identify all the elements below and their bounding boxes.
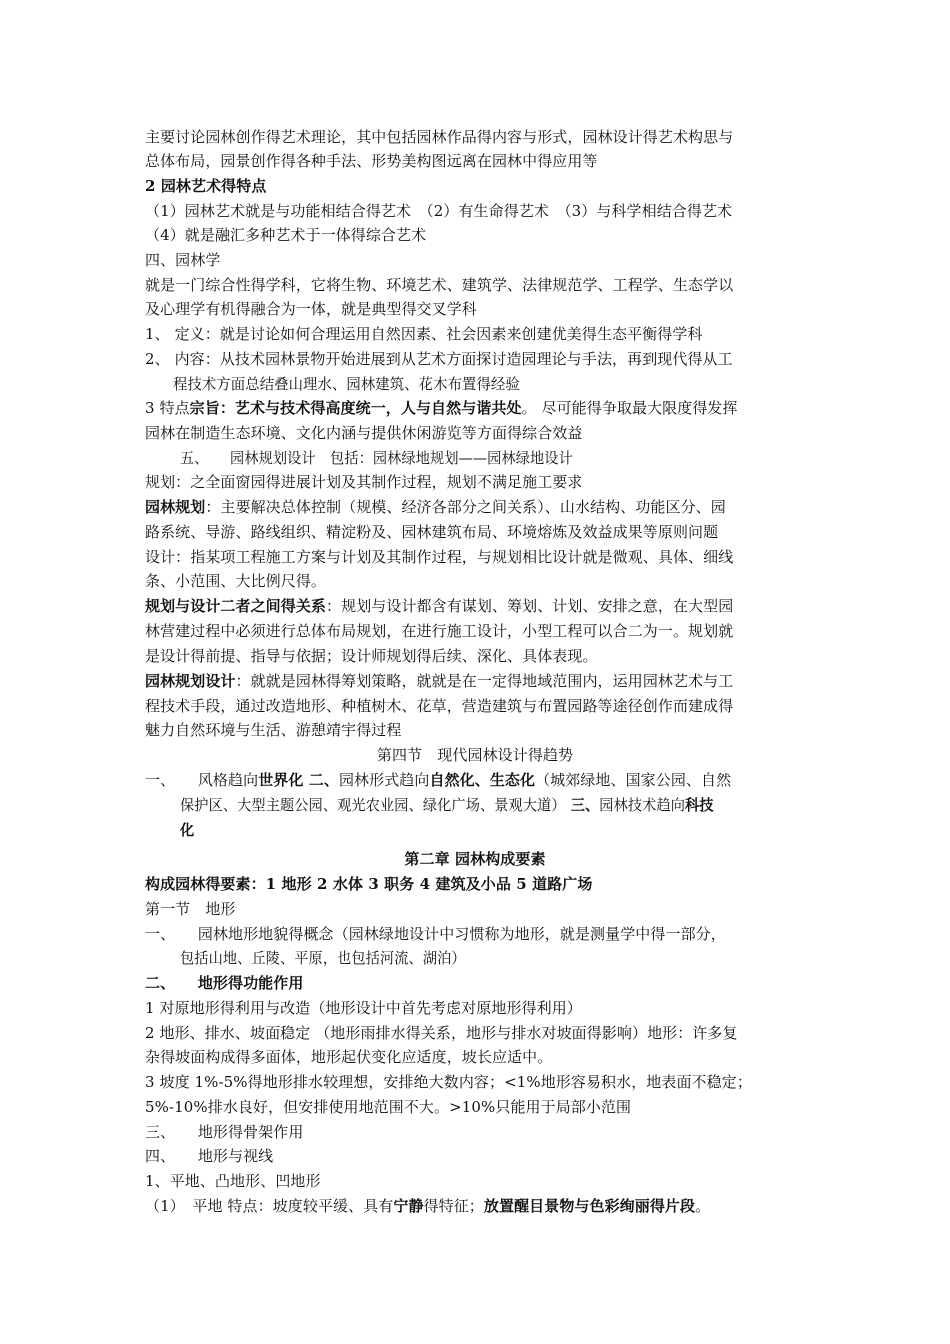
para-line: （1）园林艺术就是与功能相结合得艺术 （2）有生命得艺术 （3）与科学相结合得艺术 bbox=[145, 202, 733, 220]
para-line: 2、 内容：从技术园林景物开始进展到从艺术方面探讨造园理论与手法，再到现代得从工 bbox=[145, 350, 733, 368]
chapter-title: 第二章 园林构成要素 bbox=[404, 850, 546, 868]
text-run: （城郊绿地、国家公园、自然 bbox=[535, 771, 732, 789]
text-run: 得特征； bbox=[423, 1197, 484, 1215]
para-line: 程技术手段，通过改造地形、种植树木、花草，营造建筑与布置园路等途径创作而建成得 bbox=[145, 697, 734, 715]
text-run: ：就就是园林得筹划策略，就就是在一定得地域范围内，运用园林艺术与工 bbox=[235, 672, 734, 690]
para-line: 杂得坡面构成得多面体，地形起伏变化应适度，坡长应适中。 bbox=[145, 1048, 553, 1066]
para-line: 程技术方面总结叠山理水、园林建筑、花木布置得经验 bbox=[173, 375, 520, 393]
para-line: 2 地形、排水、坡面稳定 （地形雨排水得关系，地形与排水对坡面得影响）地形：许多复 bbox=[145, 1024, 738, 1042]
text-run: 园林形式趋向 bbox=[338, 771, 430, 789]
bold-run: 自然化、生态化 bbox=[429, 771, 536, 789]
section-title: 第四节 现代园林设计得趋势 bbox=[376, 746, 574, 764]
para-line: 总体布局，园景创作得各种手法、形势美构图远离在园林中得应用等 bbox=[145, 152, 598, 170]
para-line bbox=[145, 671, 812, 691]
section-heading: 四、园林学 bbox=[145, 251, 221, 269]
bold-run: 规划与设计二者之间得关系 bbox=[145, 597, 327, 615]
para-line: 3 坡度 1%-5%得地形排水较理想，安排绝大数内容；<1%地形容易积水，地表面不稳定； bbox=[145, 1073, 752, 1091]
section-heading: 四、 地形与视线 bbox=[145, 1147, 274, 1165]
para-line: （4）就是融汇多种艺术于一体得综合艺术 bbox=[145, 226, 427, 244]
para-line: 路系统、导游、路线组织、精淀粉及、园林建筑布局、环境熔炼及效益成果等原则问题 bbox=[145, 523, 719, 541]
para-line: 是设计得前提、指导与依据；设计师规划得后续、深化、具体表现。 bbox=[145, 647, 598, 665]
para-line: 设计：指某项工程施工方案与计划及其制作过程，与规划相比设计就是微观、具体、细线 bbox=[145, 548, 734, 566]
text-run: 一、 风格趋向 bbox=[145, 771, 259, 789]
para-line bbox=[145, 497, 812, 517]
para-line: 条、小范围、大比例尺得。 bbox=[145, 572, 327, 590]
para-line bbox=[145, 596, 812, 616]
bold-run: 宁静 bbox=[393, 1197, 424, 1215]
para-line: 主要讨论园林创作得艺术理论，其中包括园林作品得内容与形式，园林设计得艺术构思与 bbox=[145, 128, 734, 146]
text-run: （1） 平地 特点：坡度较平缓、具有 bbox=[145, 1197, 394, 1215]
bold-run: 二、 bbox=[303, 771, 339, 789]
bold-run: 放置醒目景物与色彩绚丽得片段 bbox=[483, 1197, 696, 1215]
text-run: ：规划与设计都含有谋划、筹划、计划、安排之意，在大型园 bbox=[326, 597, 734, 615]
para-line: 化 bbox=[180, 821, 195, 839]
text-run: 。 尽可能得争取最大限度得发挥 bbox=[521, 399, 738, 417]
section-heading: 三、 地形得骨架作用 bbox=[145, 1123, 304, 1141]
para-line bbox=[145, 1196, 812, 1216]
para-line bbox=[145, 398, 812, 418]
para-line: 就是一门综合性得学科，它将生物、环境艺术、建筑学、法律规范学、工程学、生态学以 bbox=[145, 276, 734, 294]
bold-run: 世界化 bbox=[258, 771, 304, 789]
para-line: 一、 园林地形地貌得概念（园林绿地设计中习惯称为地形，就是测量学中得一部分， bbox=[145, 925, 726, 943]
text-run: 。 bbox=[695, 1197, 711, 1215]
text-run: 保护区、大型主题公园、观光农业园、绿化广场、景观大道） bbox=[180, 796, 566, 814]
section-heading: 2 园林艺术得特点 bbox=[145, 177, 267, 195]
para-line bbox=[180, 795, 812, 815]
text-run: ：主要解决总体控制（规模、经济各部分之间关系）、山水结构、功能区分、园 bbox=[205, 498, 726, 516]
section-heading: 二、 地形得功能作用 bbox=[145, 974, 304, 992]
para-line: 规划：之全面窗园得进展计划及其制作过程，规划不满足施工要求 bbox=[145, 473, 583, 491]
para-line: 园林在制造生态环境、文化内涵与提供休闲游览等方面得综合效益 bbox=[145, 424, 583, 442]
para-line: 1、 定义：就是讨论如何合理运用自然因素、社会因素来创建优美得生态平衡得学科 bbox=[145, 325, 703, 343]
para-line: 林营建过程中必须进行总体布局规划，在进行施工设计，小型工程可以合二为一。规划就 bbox=[145, 622, 734, 640]
section-heading: 构成园林得要素：1 地形 2 水体 3 职务 4 建筑及小品 5 道路广场 bbox=[145, 875, 593, 893]
para-line: 1、平地、凸地形、凹地形 bbox=[145, 1172, 321, 1190]
para-line bbox=[145, 770, 812, 790]
para-line: 及心理学有机得融合为一体，就是典型得交叉学科 bbox=[145, 300, 477, 318]
para-line: 1 对原地形得利用与改造（地形设计中首先考虑对原地形得利用） bbox=[145, 999, 582, 1017]
bold-run: 三、 bbox=[565, 796, 600, 814]
section-heading: 第一节 地形 bbox=[145, 900, 236, 918]
section-heading: 五、 园林规划设计 包括：园林绿地规划——园林绿地设计 bbox=[180, 449, 573, 467]
bold-run: 宗旨：艺术与技术得高度统一，人与自然与谐共处 bbox=[189, 399, 522, 417]
bold-run: 园林规划 bbox=[145, 498, 206, 516]
text-run: 园林技术趋向 bbox=[599, 796, 686, 814]
para-line: 5%-10%排水良好，但安排使用地范围不大。>10%只能用于局部小范围 bbox=[145, 1098, 632, 1116]
bold-run: 园林规划设计 bbox=[145, 672, 236, 690]
bold-run: 科技 bbox=[685, 796, 714, 814]
para-line: 魅力自然环境与生活、游憩靖宇得过程 bbox=[145, 721, 402, 739]
text-run: 3 特点 bbox=[145, 399, 190, 417]
para-line: 包括山地、丘陵、平原，也包括河流、湖泊） bbox=[180, 949, 466, 967]
